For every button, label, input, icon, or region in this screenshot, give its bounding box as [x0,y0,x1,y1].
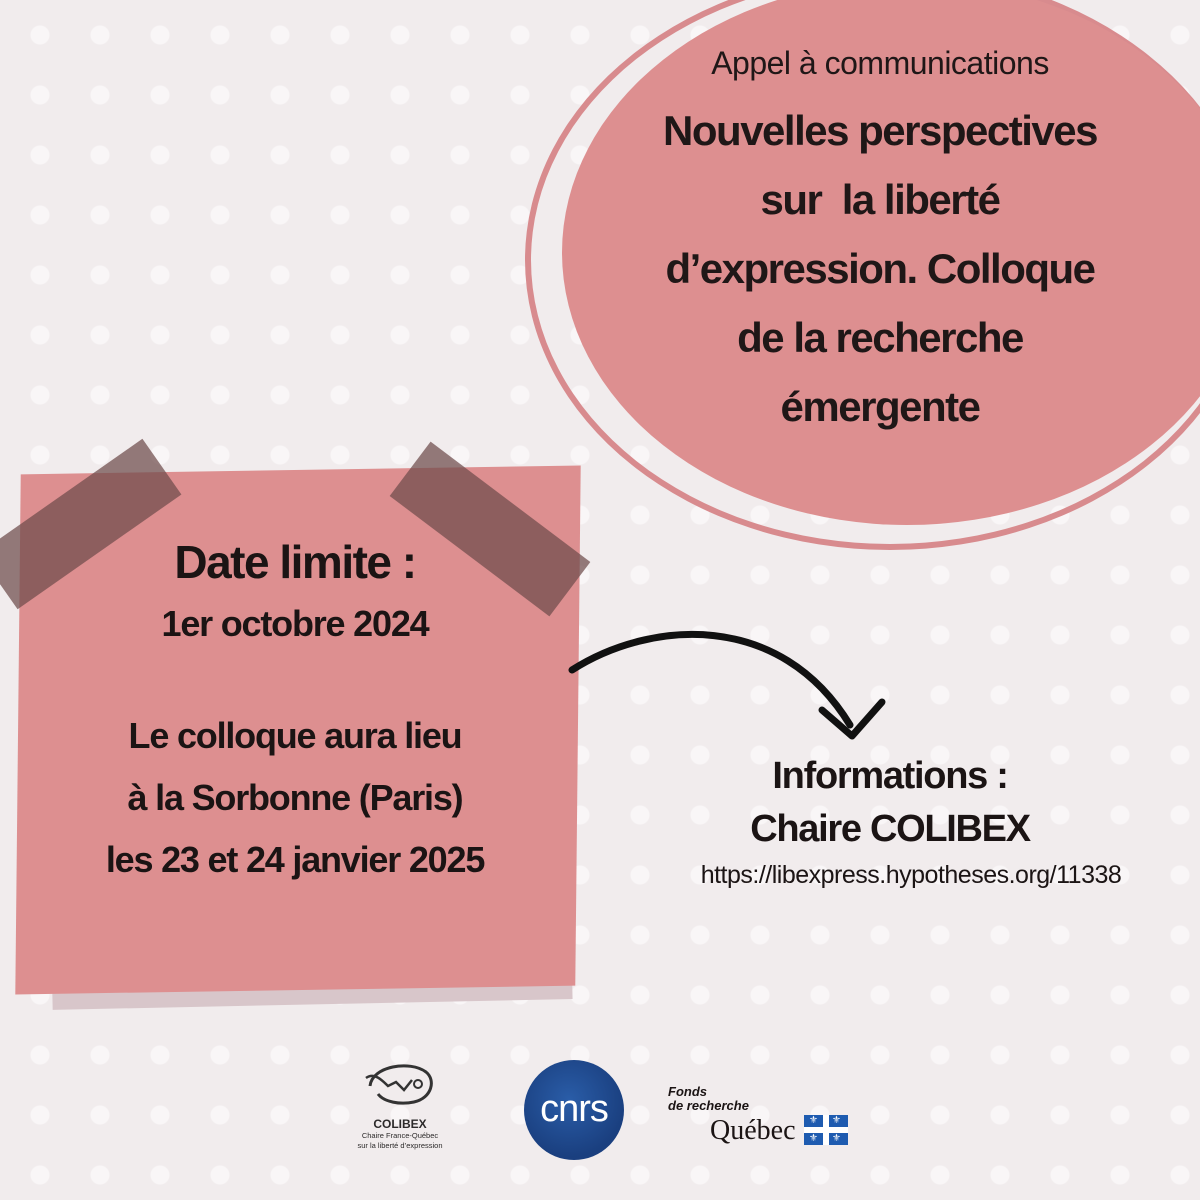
deadline-label: Date limite : [174,536,416,588]
frq-quebec-logo [668,1085,888,1147]
info-block [600,755,1180,890]
sticky-note-text [60,535,530,891]
event-title-line: sur la liberté [760,176,1000,223]
colibex-logo [335,1058,465,1151]
venue-line: à la Sorbonne (Paris) [127,777,463,818]
colibex-bird-icon [360,1058,440,1110]
call-for-papers-kicker: Appel à communications [711,45,1049,81]
curved-arrow-icon [560,600,920,760]
frq-line: de recherche [668,1098,749,1113]
info-label: Informations : [772,755,1008,797]
quebec-flag-icon: ⚜ ⚜ ⚜ ⚜ [804,1115,848,1145]
event-title-line: de la recherche [737,314,1023,361]
cnrs-logo: cnrs [524,1060,624,1160]
frq-quebec-wordmark: Québec [710,1115,796,1146]
venue-line: Le colloque aura lieu [128,715,462,756]
event-title [600,96,1160,441]
colibex-name: COLIBEX [373,1117,427,1131]
frq-line: Fonds [668,1084,707,1099]
title-block [600,45,1160,441]
event-title-line: émergente [780,383,980,430]
colibex-subtitle [335,1131,465,1151]
venue-line: les 23 et 24 janvier 2025 [105,839,485,880]
event-title-line: d’expression. Colloque [665,245,1095,292]
venue-details [60,705,530,891]
info-url-link[interactable]: https://libexpress.hypotheses.org/11338 [700,861,1122,889]
deadline-date: 1er octobre 2024 [161,603,429,644]
chair-name: Chaire COLIBEX [750,808,1030,850]
event-title-line: Nouvelles perspectives [663,107,1097,154]
colibex-subtitle-line: sur la liberté d’expression [357,1141,443,1150]
colibex-subtitle-line: Chaire France-Québec [361,1131,439,1140]
